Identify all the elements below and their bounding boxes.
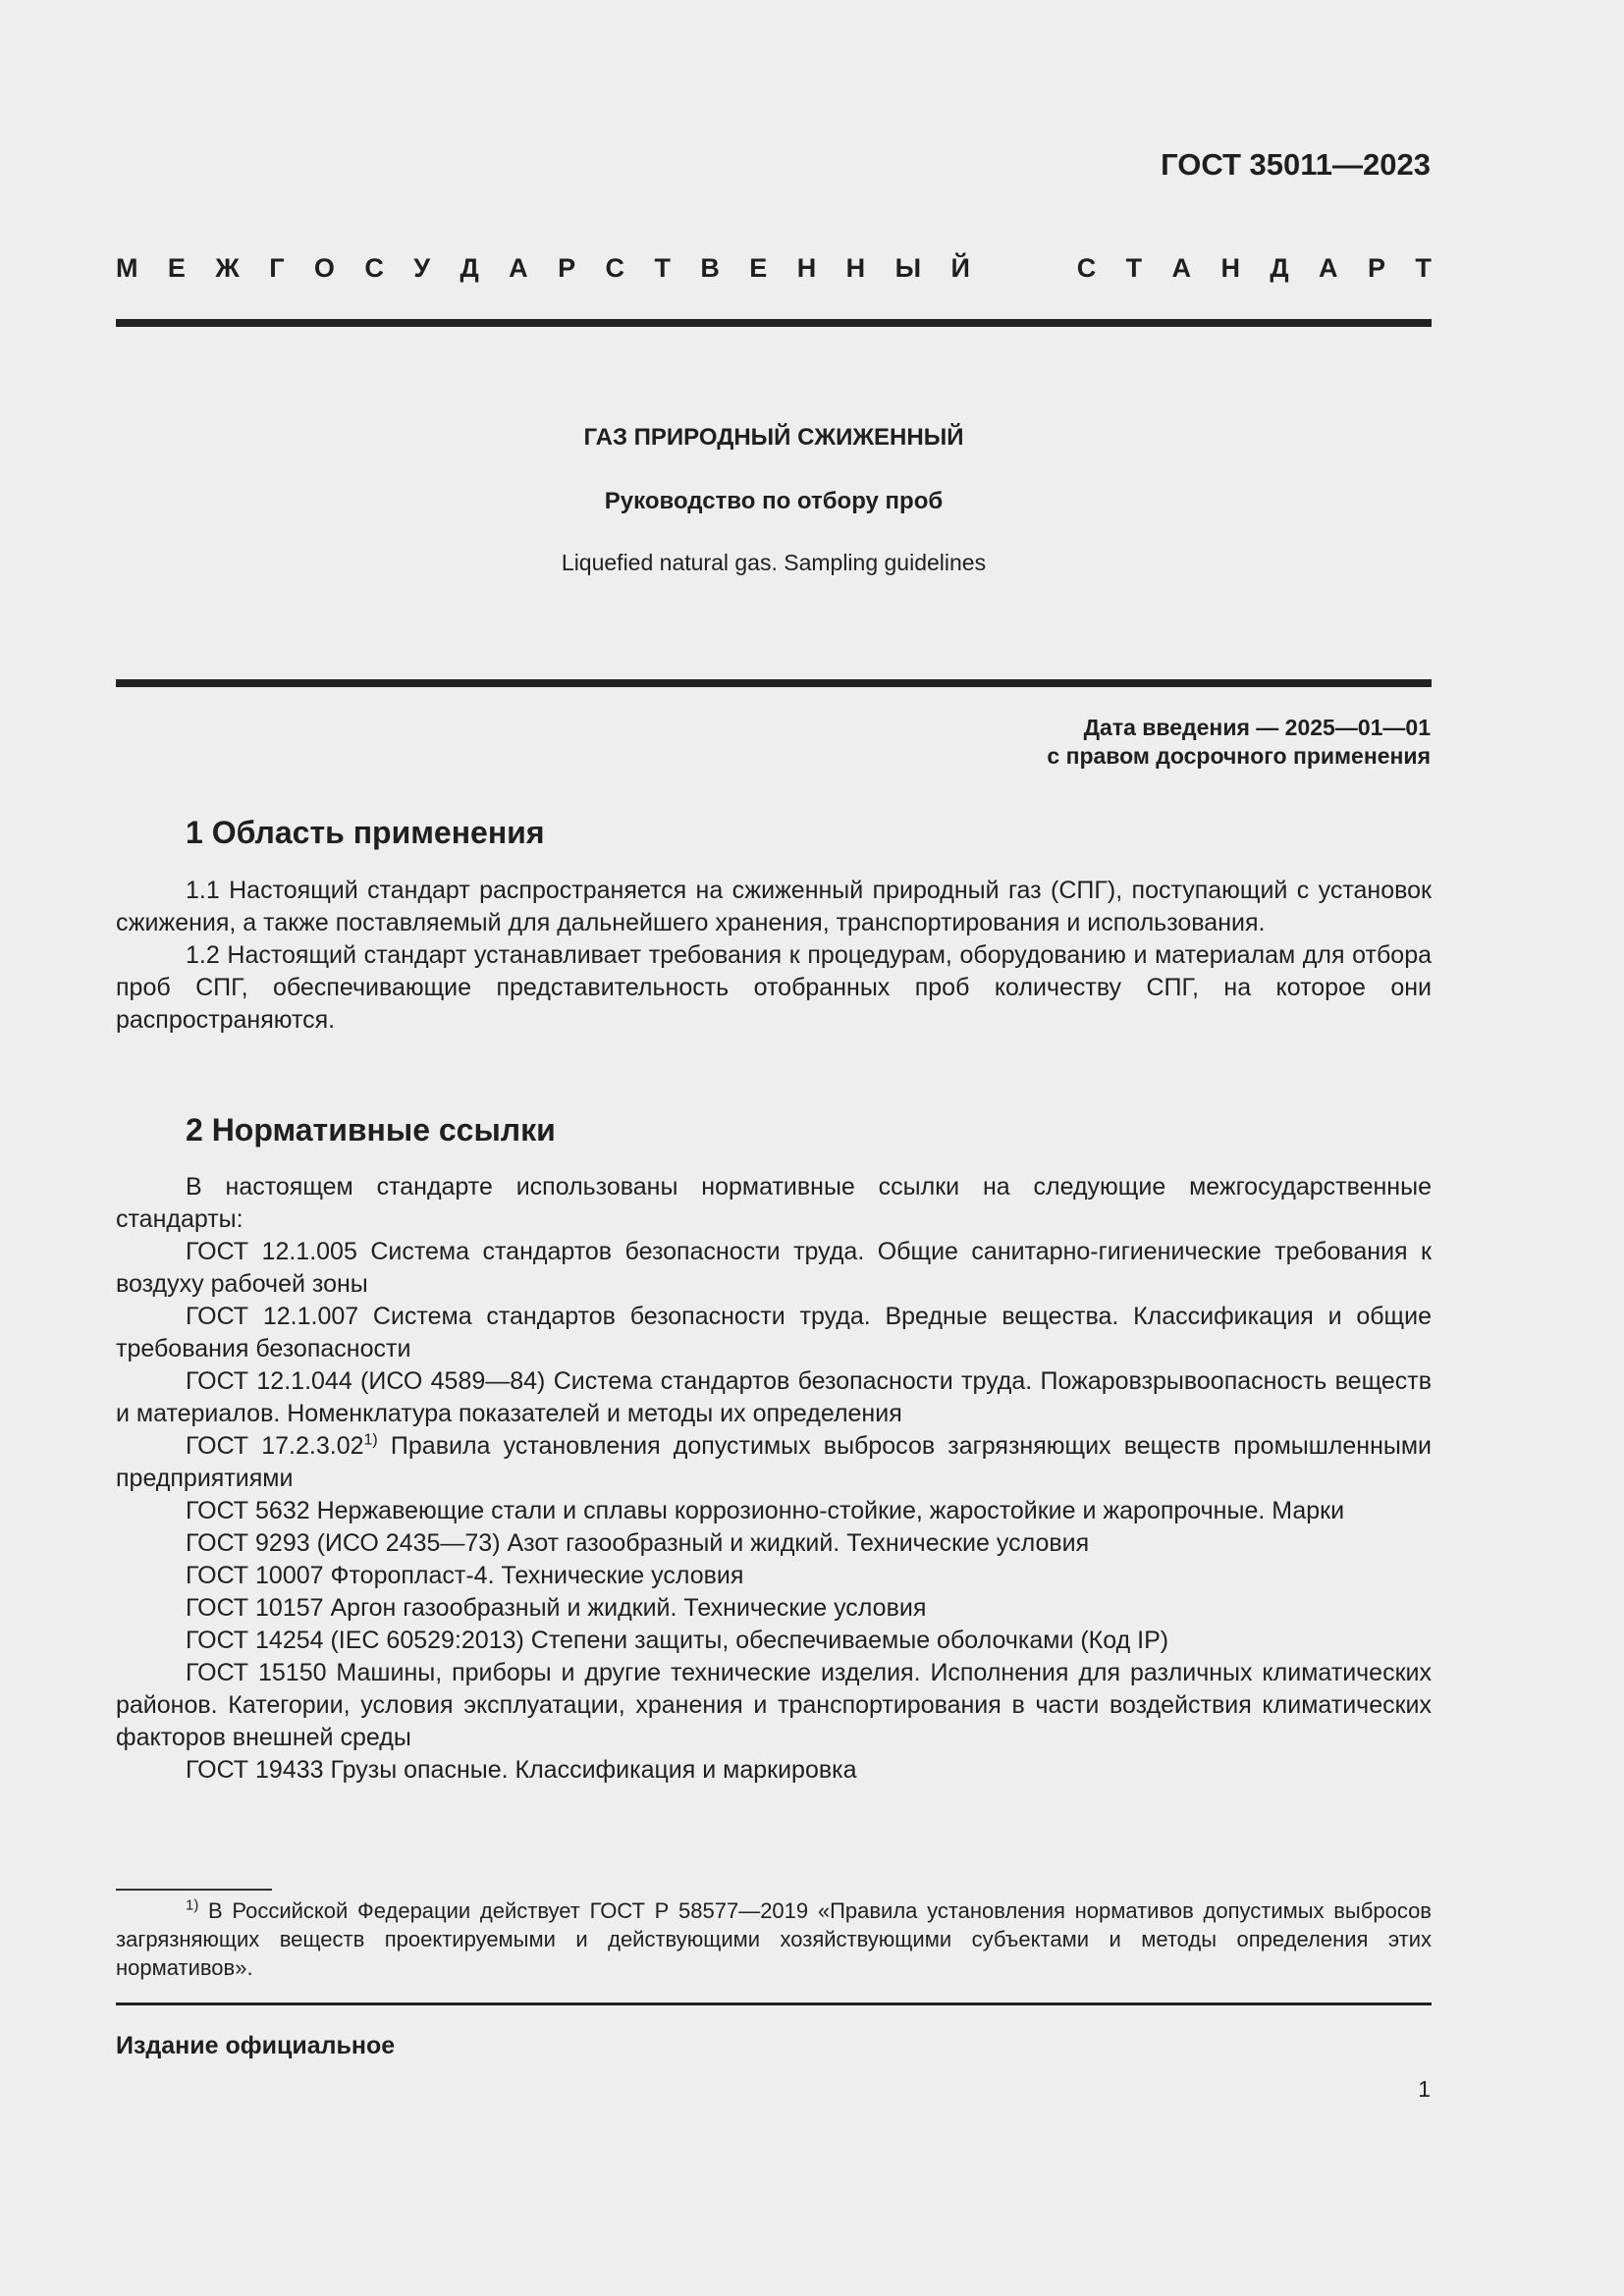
paragraph: 1.1 Настоящий стандарт распространяется на сжиженный природный газ (СПГ), поступающий с установок сжижения, а также поставляемый для дальнейшего хранения, транспортирования и использования. <box>116 877 1432 936</box>
document-title-english: Liquefied natural gas. Sampling guidelines <box>561 550 987 575</box>
page-number: 1 <box>1418 2076 1431 2102</box>
reference-code: ГОСТ 17.2.3.02 <box>186 1432 364 1460</box>
banner-letter: Т <box>1125 253 1143 283</box>
reference-text: Правила установления допустимых выбросов загрязняющих веществ промышленными предприятиями <box>116 1432 1433 1492</box>
banner-letter: С <box>605 253 625 283</box>
title-divider <box>116 679 1432 687</box>
banner-letter: Ы <box>894 253 922 283</box>
banner-letter: Н <box>1220 253 1240 283</box>
standard-number: ГОСТ 35011—2023 <box>1161 147 1431 182</box>
footnote-text: В Российской Федерации действует ГОСТ Р 58577—2019 «Правила установления нормативов допустимых выбросов загрязняющих веществ проектируемыми и действующими хозяйствующими субъектами и методы определения этих нормативов». <box>116 1898 1432 1980</box>
banner-letter: Г <box>269 253 285 283</box>
early-application-line: с правом досрочного применения <box>1047 743 1431 769</box>
banner-letter: Ж <box>215 253 240 283</box>
reference-item: ГОСТ 14254 (IEC 60529:2013) Степени защиты, обеспечиваемые оболочками (Код IP) <box>186 1627 1169 1654</box>
reference-item: ГОСТ 10157 Аргон газообразный и жидкий. Технические условия <box>186 1594 927 1622</box>
section-1-body <box>116 875 1432 1037</box>
banner-letter: С <box>1076 253 1097 283</box>
section-2-title: 2 Нормативные ссылки <box>186 1112 556 1148</box>
banner-letter: М <box>116 253 138 283</box>
paragraph: В настоящем стандарте использованы нормативные ссылки на следующие межгосударственные стандарты: <box>116 1173 1432 1233</box>
banner-letter: Е <box>749 253 768 283</box>
banner-letter: Т <box>654 253 671 283</box>
banner-letter: Т <box>1415 253 1432 283</box>
reference-item: ГОСТ 9293 (ИСО 2435—73) Азот газообразный и жидкий. Технические условия <box>186 1529 1090 1557</box>
reference-item: ГОСТ 5632 Нержавеющие стали и сплавы коррозионно-стойкие, жаростойкие и жаропрочные. Марки <box>186 1497 1345 1524</box>
reference-item <box>116 1430 1432 1495</box>
banner-letter: Й <box>950 253 970 283</box>
banner-letter: А <box>1319 253 1338 283</box>
document-subtitle: Руководство по отбору проб <box>604 488 944 514</box>
banner-letter: Е <box>167 253 186 283</box>
reference-item: ГОСТ 15150 Машины, приборы и другие технические изделия. Исполнения для различных климатических районов. Категории, условия эксплуатации, хранения и транспортирования в части воздействия климатических факторов внешней среды <box>116 1659 1432 1751</box>
banner-letter: С <box>364 253 384 283</box>
paragraph: 1.2 Настоящий стандарт устанавливает требования к процедурам, оборудованию и материалам для отбора проб СПГ, обеспечивающие представительность отобранных проб количеству СПГ, на которое они распространяются. <box>116 941 1432 1034</box>
official-edition-label: Издание официальное <box>116 2032 396 2059</box>
banner-word-gap <box>1000 253 1047 284</box>
section-2-body <box>116 1171 1432 1787</box>
footnote-marker: 1) <box>363 1431 378 1449</box>
introduction-date-line: Дата введения — 2025—01—01 <box>1083 715 1431 740</box>
reference-item: ГОСТ 19433 Грузы опасные. Классификация и маркировка <box>186 1756 857 1784</box>
footnote <box>116 1896 1432 1982</box>
banner-letter: О <box>313 253 335 283</box>
banner-letter: Д <box>1270 253 1289 283</box>
header-divider <box>116 319 1432 327</box>
footnote-marker: 1) <box>186 1896 199 1914</box>
document-title: ГАЗ ПРИРОДНЫЙ СЖИЖЕННЫЙ <box>583 424 964 451</box>
reference-item: ГОСТ 10007 Фторопласт-4. Технические условия <box>186 1562 744 1589</box>
footer-divider <box>116 2002 1432 2005</box>
banner-letter: У <box>413 253 431 283</box>
footnote-separator <box>116 1889 272 1891</box>
standard-type-banner <box>116 253 1432 284</box>
banner-letter: А <box>1171 253 1192 283</box>
reference-item: ГОСТ 12.1.044 (ИСО 4589—84) Система стандартов безопасности труда. Пожаровзрывоопасность веществ и материалов. Номенклатура показателей и методы их определения <box>116 1367 1432 1427</box>
reference-item: ГОСТ 12.1.007 Система стандартов безопасности труда. Вредные вещества. Классификация и общие требования безопасности <box>116 1303 1432 1362</box>
reference-item: ГОСТ 12.1.005 Система стандартов безопасности труда. Общие санитарно-гигиенические требования к воздуху рабочей зоны <box>116 1238 1432 1298</box>
banner-letter: Н <box>845 253 866 283</box>
banner-letter: Р <box>558 253 576 283</box>
banner-letter: В <box>700 253 720 283</box>
footnote-paragraph <box>116 1896 1432 1982</box>
banner-letter: Д <box>460 253 479 283</box>
banner-letter: А <box>509 253 528 283</box>
introduction-date <box>1047 714 1431 771</box>
banner-letter: Р <box>1367 253 1385 283</box>
section-1-title: 1 Область применения <box>186 815 545 850</box>
banner-letter: Н <box>796 253 817 283</box>
